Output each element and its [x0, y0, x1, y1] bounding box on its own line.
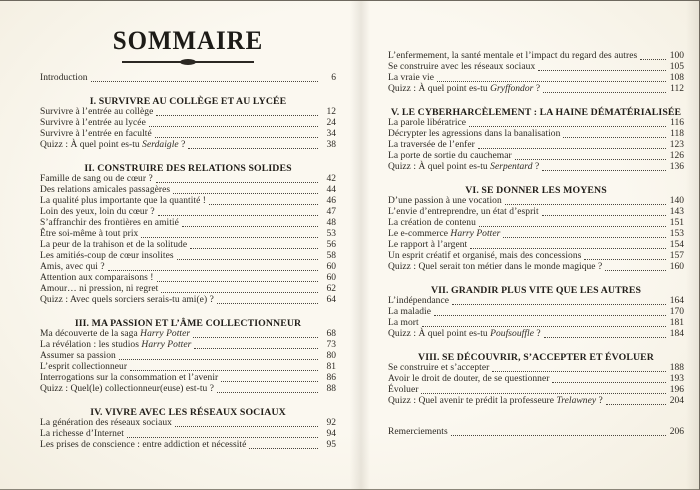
toc-entry-page: 188	[669, 363, 684, 373]
toc-entry	[40, 140, 336, 151]
toc-entry-page: 68	[326, 329, 336, 339]
dot-leader	[156, 181, 318, 183]
dot-leader	[221, 380, 318, 382]
toc-entry-page: 95	[326, 440, 336, 450]
dot-leader	[217, 302, 318, 304]
book-gutter-shadow	[350, 0, 370, 490]
toc-entry-label: La porte de sortie du cauchemar	[388, 151, 512, 161]
toc-entry	[40, 329, 336, 340]
toc-entry-page: 136	[669, 162, 684, 172]
toc-section	[40, 96, 336, 151]
dot-leader	[149, 125, 318, 127]
toc-entry	[40, 107, 336, 118]
left-page-entries	[40, 73, 336, 451]
dot-leader	[492, 370, 666, 372]
toc-entry-label: La révélation : les studios Harry Potter	[40, 340, 192, 350]
toc-entry-label: Les prises de conscience : entre addiction et nécessité	[40, 440, 247, 450]
toc-entry	[40, 118, 336, 129]
toc-entry-label: L’enfermement, la santé mentale et l’impact du regard des autres	[388, 51, 638, 61]
dot-leader	[543, 91, 666, 93]
toc-section	[388, 185, 684, 273]
dot-leader	[515, 158, 666, 160]
page-edge-shadow	[686, 0, 700, 490]
toc-entry-page: 108	[669, 73, 684, 83]
toc-entry-page: 126	[669, 151, 684, 161]
toc-entry-page: 34	[326, 129, 336, 139]
toc-entry-page: 81	[326, 362, 336, 372]
toc-entry-label: D’une passion à une vocation	[388, 196, 502, 206]
toc-entry-page: 143	[669, 207, 684, 217]
toc-entry	[388, 385, 684, 396]
toc-entry-label: Assumer sa passion	[40, 351, 116, 361]
toc-entry-page: 118	[670, 129, 684, 139]
dot-leader	[119, 358, 318, 360]
toc-entry	[40, 185, 336, 196]
toc-entry-page: 60	[326, 262, 336, 272]
toc-entry-label: La maladie	[388, 307, 431, 317]
dot-leader	[538, 69, 666, 71]
toc-entry-label: Décrypter les agressions dans la banalisation	[388, 129, 561, 139]
toc-entry	[388, 162, 684, 173]
dot-leader	[640, 58, 666, 60]
toc-entry-page: 196	[669, 385, 684, 395]
toc-entry	[40, 284, 336, 295]
toc-entry-page: 44	[326, 185, 336, 195]
toc-section	[388, 352, 684, 407]
toc-entry	[388, 329, 684, 340]
toc-entry	[388, 84, 684, 95]
toc-entry-page: 92	[326, 418, 336, 428]
dot-leader	[437, 80, 666, 82]
toc-entry-label: La création de contenu	[388, 218, 476, 228]
toc-entry-label: Évoluer	[388, 385, 419, 395]
dot-leader	[421, 392, 666, 394]
dot-leader	[544, 336, 666, 338]
toc-entry	[40, 440, 336, 451]
toc-entry-page: 116	[670, 118, 684, 128]
toc-entry-page: 64	[326, 295, 336, 305]
toc-entry-page: 112	[670, 84, 684, 94]
toc-entry	[388, 62, 684, 73]
toc-entry-label: Être soi-même à tout prix	[40, 229, 139, 239]
toc-entry-page: 184	[669, 329, 684, 339]
toc-entry	[40, 240, 336, 251]
toc-entry-page: 86	[326, 373, 336, 383]
dot-leader	[249, 447, 318, 449]
dot-leader	[563, 136, 666, 138]
toc-entry	[40, 340, 336, 351]
dot-leader	[193, 336, 318, 338]
toc-section	[388, 107, 684, 173]
toc-entry	[40, 429, 336, 440]
toc-entry-label: L’indépendance	[388, 296, 450, 306]
toc-entry-label: Attention aux comparaisons !	[40, 273, 154, 283]
dot-leader	[177, 258, 318, 260]
toc-entry	[40, 174, 336, 185]
toc-entry-label: Introduction	[40, 73, 88, 83]
toc-entry	[40, 295, 336, 306]
toc-entry-label: Quizz : À quel point es-tu Serdaigle ?	[40, 140, 186, 150]
dot-leader	[542, 169, 666, 171]
toc-entry-page: 164	[669, 296, 684, 306]
toc-entry	[388, 229, 684, 240]
section-heading: I. SURVIVRE AU COLLÈGE ET AU LYCÉE	[89, 96, 287, 107]
dot-leader	[542, 214, 666, 216]
toc-entry-label: La parole libératrice	[388, 118, 467, 128]
toc-entry-page: 123	[669, 140, 684, 150]
toc-entry-label: Amour… ni pression, ni regret	[40, 284, 159, 294]
toc-entry	[388, 318, 684, 329]
toc-entry-page: 157	[669, 251, 684, 261]
toc-entry-label: Quizz : Quel(le) collectionneur(euse) est-tu ?	[40, 384, 215, 394]
toc-entry	[388, 196, 684, 207]
dot-leader	[127, 436, 318, 438]
dot-leader	[158, 214, 318, 216]
dot-leader	[91, 80, 318, 82]
toc-entry-page: 151	[669, 218, 684, 228]
toc-entry	[388, 118, 684, 129]
toc-entry-label: Quizz : Avec quels sorciers serais-tu ami(e) ?	[40, 295, 214, 305]
page-title: SOMMAIRE	[112, 26, 264, 55]
section-heading: V. LE CYBERHARCÈLEMENT : LA HAINE DÉMATÉRIALISÉE	[390, 107, 682, 118]
toc-entry-label: Loin des yeux, loin du cœur ?	[40, 207, 155, 217]
toc-entry	[388, 296, 684, 307]
toc-entry-page: 206	[669, 427, 684, 437]
dot-leader	[452, 303, 666, 305]
toc-entry-page: 38	[326, 140, 336, 150]
dot-leader	[478, 147, 666, 149]
toc-entry-page: 193	[669, 374, 684, 384]
toc-entry-page: 80	[326, 351, 336, 361]
dot-leader	[606, 403, 666, 405]
toc-entry	[388, 363, 684, 374]
toc-entry-label: La qualité plus importante que la quantité !	[40, 196, 207, 206]
toc-entry-page: 58	[326, 251, 336, 261]
toc-entry-page: 6	[331, 73, 336, 83]
toc-entry-label: Survivre à l’entrée en faculté	[40, 129, 152, 139]
toc-entry	[388, 51, 684, 62]
dot-leader	[469, 125, 666, 127]
toc-entry-page: 46	[326, 196, 336, 206]
toc-entry	[388, 73, 684, 84]
dot-leader	[130, 369, 318, 371]
toc-entry-label: Quizz : Quel avenir te prédit la professeure Trelawney ?	[388, 396, 603, 406]
section-heading: IV. VIVRE AVEC LES RÉSEAUX SOCIAUX	[90, 407, 286, 418]
ornament-lens-icon	[180, 59, 196, 65]
toc-entry-label: La richesse d’Internet	[40, 429, 124, 439]
toc-entry	[40, 196, 336, 207]
left-page	[40, 27, 336, 451]
section-heading: VI. SE DONNER LES MOYENS	[465, 185, 607, 196]
toc-entry	[40, 207, 336, 218]
toc-entry-page: 47	[326, 207, 336, 217]
dot-leader	[182, 225, 318, 227]
toc-entry	[40, 273, 336, 284]
toc-entry	[40, 73, 336, 84]
toc-entry	[40, 418, 336, 429]
toc-entry-page: 88	[326, 384, 336, 394]
toc-entry-label: Quizz : À quel point es-tu Serpentard ?	[388, 162, 540, 172]
dot-leader	[209, 203, 318, 205]
right-page-entries	[388, 51, 684, 438]
section-heading: VII. GRANDIR PLUS VITE QUE LES AUTRES	[430, 285, 642, 296]
toc-entry-page: 94	[326, 429, 336, 439]
dot-leader	[141, 236, 318, 238]
toc-entry-label: Des relations amicales passagères	[40, 185, 171, 195]
toc-entry	[40, 373, 336, 384]
toc-entry	[40, 351, 336, 362]
toc-entry-page: 170	[669, 307, 684, 317]
section-heading: VIII. SE DÉCOUVRIR, S’ACCEPTER ET ÉVOLUER	[418, 352, 654, 363]
toc-entry-label: Un esprit créatif et organisé, mais des concessions	[388, 251, 582, 261]
dot-leader	[552, 381, 666, 383]
toc-entry-label: Le rapport à l’argent	[388, 240, 468, 250]
section-heading: II. CONSTRUIRE DES RELATIONS SOLIDES	[84, 163, 292, 174]
toc-entry-page: 140	[669, 196, 684, 206]
toc-section	[40, 163, 336, 306]
dot-leader	[155, 136, 318, 138]
toc-entry-label: L’esprit collectionneur	[40, 362, 128, 372]
dot-leader	[479, 225, 666, 227]
toc-entry-page: 153	[669, 229, 684, 239]
dot-leader	[584, 258, 666, 260]
toc-entry-page: 53	[326, 229, 336, 239]
toc-entry	[40, 262, 336, 273]
toc-entry-label: La vraie vie	[388, 73, 434, 83]
toc-entry-label: Le e-commerce Harry Potter	[388, 229, 501, 239]
toc-entry-label: L’envie d’entreprendre, un état d’esprit	[388, 207, 539, 217]
toc-entry	[388, 262, 684, 273]
lens-rule-ornament	[122, 58, 254, 66]
toc-entry-label: Quizz : À quel point es-tu Gryffondor ?	[388, 84, 541, 94]
toc-entry-label: La peur de la trahison et de la solitude	[40, 240, 188, 250]
toc-entry-label: Se construire avec les réseaux sociaux	[388, 62, 536, 72]
toc-entry-page: 100	[669, 51, 684, 61]
toc-entry-label: Avoir le droit de douter, de se questionner	[388, 374, 550, 384]
dot-leader	[505, 203, 666, 205]
toc-entry-page: 60	[326, 273, 336, 283]
toc-entry-label: S’affranchir des frontières en amitié	[40, 218, 179, 228]
toc-entry	[40, 251, 336, 262]
dot-leader	[188, 147, 318, 149]
toc-entry	[40, 229, 336, 240]
toc-entry-page: 48	[326, 218, 336, 228]
toc-entry-label: Famille de sang ou de cœur ?	[40, 174, 153, 184]
toc-entry-page: 42	[326, 174, 336, 184]
toc-entry-page: 181	[669, 318, 684, 328]
toc-entry	[388, 427, 684, 438]
toc-entry	[40, 129, 336, 140]
toc-entry	[388, 218, 684, 229]
toc-entry-page: 73	[326, 340, 336, 350]
toc-entry-page: 12	[326, 107, 336, 117]
toc-entry	[388, 129, 684, 140]
dot-leader	[157, 280, 318, 282]
section-heading: III. MA PASSION ET L’ÂME COLLECTIONNEUR	[74, 318, 302, 329]
toc-entry-page: 56	[326, 240, 336, 250]
toc-entry-label: La traversée de l’enfer	[388, 140, 475, 150]
dot-leader	[503, 236, 666, 238]
toc-section	[388, 51, 684, 95]
toc-entry	[388, 396, 684, 407]
toc-section	[40, 318, 336, 395]
toc-section	[40, 73, 336, 84]
dot-leader	[470, 247, 666, 249]
toc-entry	[388, 307, 684, 318]
dot-leader	[451, 434, 666, 436]
toc-section	[388, 285, 684, 340]
toc-entry-page: 204	[669, 396, 684, 406]
toc-entry-label: Quizz : Quel serait ton métier dans le monde magique ?	[388, 262, 603, 272]
dot-leader	[194, 347, 318, 349]
dot-leader	[108, 269, 318, 271]
toc-entry	[388, 374, 684, 385]
toc-entry-page: 154	[669, 240, 684, 250]
toc-entry-page: 24	[326, 118, 336, 128]
dot-leader	[217, 391, 318, 393]
right-page	[388, 51, 684, 438]
toc-entry-label: Remerciements	[388, 427, 448, 437]
toc-entry-label: Quizz : À quel point es-tu Poufsouffle ?	[388, 329, 541, 339]
toc-entry	[40, 384, 336, 395]
dot-leader	[434, 314, 666, 316]
dot-leader	[156, 114, 318, 116]
toc-section	[388, 427, 684, 438]
toc-entry	[40, 218, 336, 229]
toc-entry-label: Survivre à l’entrée au lycée	[40, 118, 146, 128]
toc-entry-label: Ma découverte de la saga Harry Potter	[40, 329, 191, 339]
dot-leader	[422, 325, 666, 327]
toc-entry	[388, 240, 684, 251]
toc-entry-label: La mort	[388, 318, 419, 328]
toc-entry-label: La génération des réseaux sociaux	[40, 418, 172, 428]
dot-leader	[175, 425, 318, 427]
dot-leader	[161, 291, 318, 293]
dot-leader	[605, 269, 666, 271]
toc-entry	[388, 251, 684, 262]
toc-entry	[388, 151, 684, 162]
toc-entry	[388, 140, 684, 151]
toc-entry-label: Les amitiés-coup de cœur insolites	[40, 251, 174, 261]
toc-entry-label: Survivre à l’entrée au collège	[40, 107, 154, 117]
toc-entry	[388, 207, 684, 218]
toc-entry-label: Amis, avec qui ?	[40, 262, 105, 272]
toc-entry	[40, 362, 336, 373]
toc-entry-label: Interrogations sur la consommation et l’avenir	[40, 373, 219, 383]
toc-entry-page: 105	[669, 62, 684, 72]
toc-entry-label: Se construire et s’accepter	[388, 363, 490, 373]
dot-leader	[190, 247, 318, 249]
toc-entry-page: 160	[669, 262, 684, 272]
dot-leader	[173, 192, 318, 194]
toc-entry-page: 62	[326, 284, 336, 294]
toc-section	[40, 407, 336, 451]
